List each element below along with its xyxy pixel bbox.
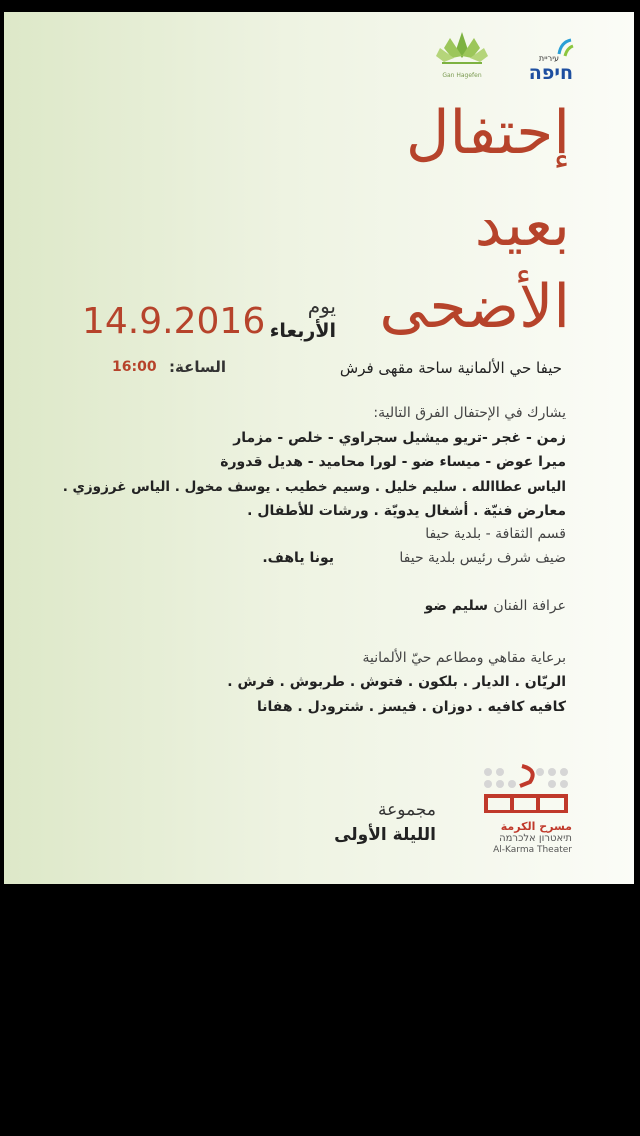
day-name: الأربعاء <box>269 320 336 342</box>
garden-logo <box>434 28 490 84</box>
department: قسم الثقافة - بلدية حيفا <box>425 526 566 542</box>
theater-mark-icon <box>480 764 572 816</box>
performers-line-1: زمن - غجر -تريو ميشيل سجراوي - خلص - مزمار <box>233 430 566 446</box>
garden-logo-caption: Gan Hagefen <box>442 72 482 79</box>
municipality-logo-name: חיפה <box>528 62 573 84</box>
performers-line-3: الياس عطاالله . سليم خليل . وسيم خطيب . يوسف مخول . الياس غرزوزي . <box>62 479 566 495</box>
event-date: 14.9.2016 <box>82 301 266 342</box>
group-name: الليلة الأولى <box>334 825 436 845</box>
group-label: مجموعة <box>378 800 436 820</box>
guest-label: ضيف شرف رئيس بلدية حيفا <box>399 550 566 566</box>
host-name: سليم ضو <box>424 598 488 614</box>
municipality-logo-prefix: עיריית <box>538 54 559 63</box>
title-line-2: بعيد <box>474 190 570 260</box>
host-label: عرافة الفنان <box>493 598 566 614</box>
municipality-logo <box>501 38 573 82</box>
theater-name-hebrew: תיאטרון אלכרמה <box>499 833 572 844</box>
performers-intro: يشارك في الإحتفال الفرق التالية: <box>373 405 566 421</box>
event-poster <box>4 12 634 884</box>
guest-name: يونا ياهف. <box>262 550 334 566</box>
event-location: حيفا حي الألمانية ساحة مقهى فرش <box>339 359 562 377</box>
performers-line-2: ميرا عوض - ميساء ضو - لورا محاميد - هديل قدورة <box>220 454 566 470</box>
title-line-3: الأضحى <box>379 272 570 342</box>
municipality-arc-icon <box>555 38 575 60</box>
sponsors-label: برعاية مقاهي ومطاعم حيّ الألمانية <box>362 650 566 666</box>
theater-name-arabic: مسرح الكرمة <box>500 820 572 833</box>
performers-line-4: معارض فنيّة . أشغال يدويّة . ورشات للأطفال . <box>247 503 566 519</box>
lotus-icon <box>434 28 490 68</box>
time-label: الساعة: <box>168 358 226 376</box>
sponsors-line-1: الريّان . الديار . بلكون . فتوش . طربوش . فرش . <box>227 674 566 690</box>
theater-logo <box>480 764 572 864</box>
sponsors-line-2: كافيه كافيه . دوزان . فيسز . شترودل . هفانا <box>257 699 566 715</box>
title-line-1: إحتفال <box>405 98 570 168</box>
theater-name-english: Al-Karma Theater <box>493 845 572 855</box>
day-label: يوم <box>307 294 336 318</box>
time-value: 16:00 <box>112 359 157 375</box>
